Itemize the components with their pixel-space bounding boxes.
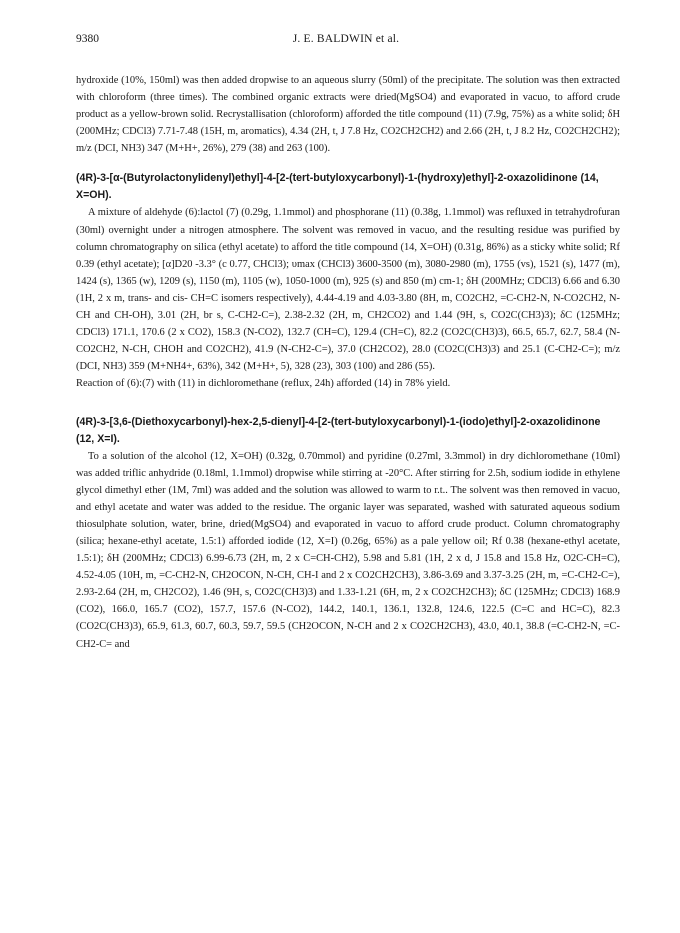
compound-heading-14: (4R)-3-[α-(Butyrolactonylidenyl)ethyl]-4-[2-(tert-butyloxycarbonyl)-1-(hydroxy)ethyl]-2-oxazolidinone (14, X=OH). [76,172,599,202]
page-number: 9380 [76,33,99,45]
procedure-paragraph-14: A mixture of aldehyde (6):lactol (7) (0.29g, 1.1mmol) and phosphorane (11) (0.38g, 1.1mmol) was refluxed in tetrahydrofuran (30ml) overnight under a nitrogen atmosphere. The solvent was removed in vacuo, and the resulting residue was purified by column chromatography on silica (ethyl acetate) to afford the title compound (14, X=OH) (0.31g, 86%) as a sticky white solid; Rf 0.39 (ethyl acetate); [α]D20 -3.3° (c 0.77, CHCl3); υmax (CHCl3) 3600-3500 (m), 3080-2980 (m), 1755 (vs), 1521 (s), 1477 (m), 1424 (s), 1365 (w), 1209 (s), 1150 (m), 1105 (w), 1050-1000 (m), 925 (s) and 850 (m) cm-1; δH (200MHz; CDCl3) 6.66 and 6.30 (1H, 2 x m, trans- and cis- CH=C isomers respectively), 4.44-4.19 and 4.03-3.80 (8H, m, CO2CH2, =C-CH2-N, N-CO2CH2, N-CH and CH-OH), 3.01 (2H, br s, C-CH2-C=), 2.38-2.32 (2H, m, CH2CO2) and 1.44 (9H, s, CO2C(CH3)3); δC (125MHz; CDCl3) 171.1, 170.6 (2 x CO2), 158.3 (N-CO2), 132.7 (CH=C), 129.4 (CH=C), 82.2 (CO2C(CH3)3), 66.5, 65.7, 62.7, 58.4 (N-CO2CH2, N-CH, CHOH and CO2CH2), 41.9 (N-CH2-C=), 37.0 (CH2CO2), 28.0 (CO2C(CH3)3) and 25.1 (C-CH2-C=); m/z (DCI, NH3) 359 (M+NH4+, 63%), 342 (M+H+, 5), 328 (23), 303 (100) and 286 (55). [76,207,620,373]
note-paragraph: Reaction of (6):(7) with (11) in dichloromethane (reflux, 24h) afforded (14) in 78% yield. [76,378,451,390]
compound-heading-12: (4R)-3-[3,6-(Diethoxycarbonyl)-hex-2,5-dienyl]-4-[2-(tert-butyloxycarbonyl)-1-(iodo)ethyl]-2-oxazolidinone (12, X=I). [76,415,601,445]
article-body [76,72,620,653]
procedure-paragraph-12: To a solution of the alcohol (12, X=OH) (0.32g, 0.70mmol) and pyridine (0.27ml, 3.3mmol) in dry dichloromethane (10ml) was added triflic anhydride (0.18ml, 1.1mmol) dropwise while stirring at -20°C. After stirring for 2.5h, sodium iodide in ethylene glycol dimethyl ether (1M, 7ml) was added and the solution was allowed to warm to r.t.. The solvent was then removed in vacuo, and ethyl acetate and water was added to the residue. The organic layer was separated, washed with saturated aqueous sodium thiosulphate solution, water, brine, dried(MgSO4) and evaporated in vacuo to afford crude product. Column chromatography (silica; hexane-ethyl acetate, 1.5:1) afforded iodide (12, X=I) (0.26g, 65%) as a pale yellow oil; Rf 0.38 (hexane-ethyl acetate, 1.5:1); δH (200MHz; CDCl3) 6.99-6.73 (2H, m, 2 x C=CH-CH2), 5.98 and 5.81 (1H, 2 x d, J 15.8 and 15.8 Hz, O2C-CH=C), 4.52-4.05 (10H, m, =C-CH2-N, CH2OCON, N-CH, CH-I and 2 x CO2CH2CH3), 3.86-3.69 and 3.37-3.25 (2H, m, =C-CH2-C=), 2.93-2.64 (2H, m, CH2CO2), 1.46 (9H, s, CO2C(CH3)3) and 1.33-1.21 (6H, m, 2 x CO2CH2CH3); δC (125MHz; CDCl3) 168.9 (CO2), 166.0, 165.7 (CO2), 157.7, 157.6 (N-CO2), 144.2, 140.1, 136.1, 132.8, 124.6, 122.5 (C=C and HC=C), 82.3 (CO2C(CH3)3), 65.9, 61.3, 60.7, 60.3, 59.7, 59.5 (CH2OCON, N-CH and 2 x CO2CH2CH3), 43.0, 40.1, 38.8 (=C-CH2-N, =C-CH2-C= and [76,450,620,650]
running-head: J. E. BALDWIN et al. [292,33,400,45]
page-header [76,33,616,49]
paragraph-continued: hydroxide (10%, 150ml) was then added dropwise to an aqueous slurry (50ml) of the precipitate. The solution was then extracted with chloroform (three times). The combined organic extracts were dried(MgSO4) and evaporated in vacuo, to afford crude product as a yellow-brown solid. Recrystallisation (chloroform) afforded the title compound (11) (7.9g, 75%) as a white solid; δH (200MHz; CDCl3) 7.71-7.48 (15H, m, aromatics), 4.34 (2H, t, J 7.8 Hz, CO2CH2CH2) and 2.66 (2H, t, J 8.2 Hz, CO2CH2CH2); m/z (DCI, NH3) 347 (M+H+, 26%), 279 (38) and 263 (100). [76,75,620,155]
